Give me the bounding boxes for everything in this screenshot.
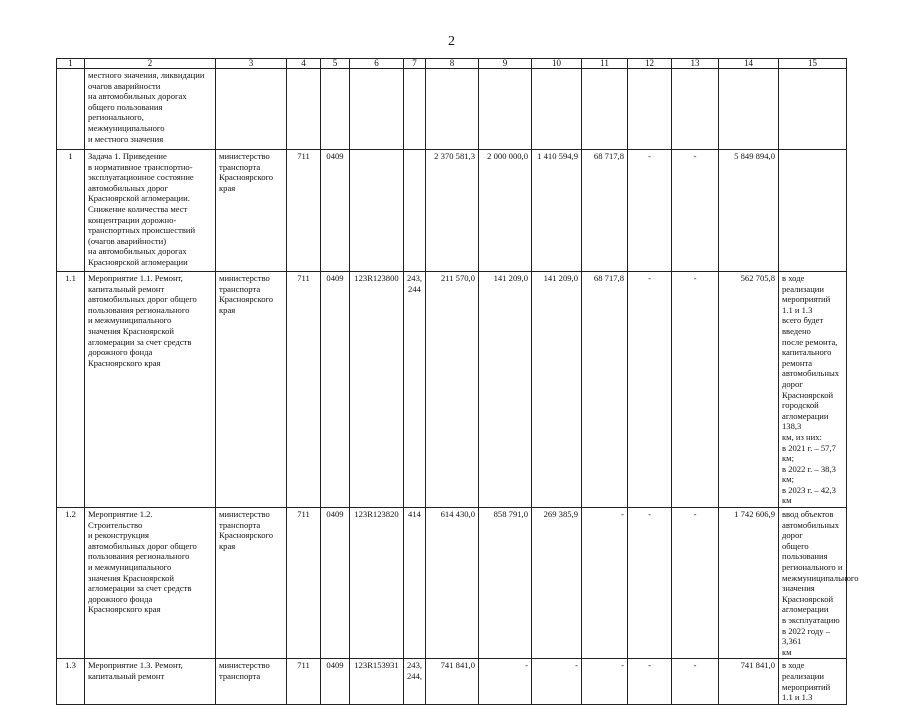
- column-header: 15: [779, 59, 847, 69]
- table-cell: [57, 69, 85, 150]
- table-cell: 2 370 581,3: [426, 150, 479, 272]
- table-cell: 1: [57, 150, 85, 272]
- table-cell: [287, 69, 321, 150]
- table-row: [57, 659, 847, 704]
- table-cell: 562 705,8: [719, 272, 779, 508]
- table-cell: -: [672, 150, 719, 272]
- table-cell: 243, 244,: [404, 659, 426, 704]
- table-cell: -: [628, 272, 672, 508]
- table-cell: 711: [287, 659, 321, 704]
- table-cell: Мероприятие 1.3. Ремонт, капитальный ремонт: [85, 659, 216, 704]
- column-header: 13: [672, 59, 719, 69]
- table-cell: 123R153931: [350, 659, 404, 704]
- table-cell: министерство транспорта: [216, 659, 287, 704]
- table-row: [57, 150, 847, 272]
- table-cell: в ходе реализации мероприятий 1.1 и 1.3: [779, 659, 847, 704]
- table-cell: Задача 1. Приведение в нормативное транспортно- эксплуатационное состояние автомобильных дорог Красноярской агломерации. Снижение количества мест концентрации дорожно- транспортных происшествий (очагов аварийности) на автомобильных дорогах Красноярской агломерации: [85, 150, 216, 272]
- column-header: 8: [426, 59, 479, 69]
- table-cell: 123R123820: [350, 508, 404, 659]
- table-cell: -: [582, 659, 628, 704]
- table-cell: 123R123800: [350, 272, 404, 508]
- table-cell: Мероприятие 1.2. Строительство и реконструкция автомобильных дорог общего пользования регионального и межмуниципального значения Красноярской агломерации за счет средств дорожного фонда Красноярского края: [85, 508, 216, 659]
- header-row: [57, 59, 847, 69]
- table-cell: [779, 150, 847, 272]
- table-cell: 68 717,8: [582, 150, 628, 272]
- column-header: 2: [85, 59, 216, 69]
- table-cell: [582, 69, 628, 150]
- table-cell: -: [672, 659, 719, 704]
- table-cell: 141 209,0: [479, 272, 532, 508]
- table-cell: 1.1: [57, 272, 85, 508]
- column-header: 7: [404, 59, 426, 69]
- column-header: 3: [216, 59, 287, 69]
- table-cell: 141 209,0: [532, 272, 582, 508]
- table-cell: -: [532, 659, 582, 704]
- table-cell: 2 000 000,0: [479, 150, 532, 272]
- table-cell: [719, 69, 779, 150]
- table-cell: [350, 69, 404, 150]
- table-cell: 414: [404, 508, 426, 659]
- table-cell: 68 717,8: [582, 272, 628, 508]
- table-cell: 1 742 606,9: [719, 508, 779, 659]
- table-cell: [532, 69, 582, 150]
- column-header: 11: [582, 59, 628, 69]
- table-cell: [321, 69, 350, 150]
- column-header: 5: [321, 59, 350, 69]
- column-header: 4: [287, 59, 321, 69]
- table-cell: 741 841,0: [719, 659, 779, 704]
- table-cell: ввод объектов автомобильных дорог общего пользования регионального и межмуниципального значения Красноярской агломерации в эксплуатацию в 2022 году – 3,361 км: [779, 508, 847, 659]
- table-cell: -: [628, 659, 672, 704]
- table-cell: министерство транспорта Красноярского края: [216, 272, 287, 508]
- table-cell: [426, 69, 479, 150]
- table-cell: [779, 69, 847, 150]
- page-number: 2: [448, 34, 455, 49]
- table-cell: 269 385,9: [532, 508, 582, 659]
- column-header: 9: [479, 59, 532, 69]
- program-table: [56, 58, 859, 705]
- table-cell: 0409: [321, 272, 350, 508]
- table-cell: местного значения, ликвидации очагов аварийности на автомобильных дорогах общего пользования регионального, межмуниципального и местного значения: [85, 69, 216, 150]
- table-cell: министерство транспорта Красноярского края: [216, 150, 287, 272]
- table-cell: [216, 69, 287, 150]
- table-cell: [404, 150, 426, 272]
- table-cell: 0409: [321, 150, 350, 272]
- table-cell: 1.2: [57, 508, 85, 659]
- table-cell: -: [479, 659, 532, 704]
- table-cell: 243, 244: [404, 272, 426, 508]
- table-cell: министерство транспорта Красноярского края: [216, 508, 287, 659]
- table-cell: 211 570,0: [426, 272, 479, 508]
- table-cell: -: [672, 272, 719, 508]
- table-cell: 711: [287, 508, 321, 659]
- column-header: 10: [532, 59, 582, 69]
- column-header: 1: [57, 59, 85, 69]
- table-cell: [350, 150, 404, 272]
- table-cell: 711: [287, 150, 321, 272]
- table-cell: 614 430,0: [426, 508, 479, 659]
- table-cell: 5 849 894,0: [719, 150, 779, 272]
- table-row: [57, 508, 847, 659]
- table-cell: 0409: [321, 659, 350, 704]
- table-cell: 1 410 594,9: [532, 150, 582, 272]
- table-cell: -: [628, 508, 672, 659]
- table-cell: 741 841,0: [426, 659, 479, 704]
- table-cell: в ходе реализации мероприятий 1.1 и 1.3 всего будет введено после ремонта, капитального ремонта автомобильных дорог Красноярской городской агломерации 138,3 км, из них: в 2021 г. – 57,7 км; в 2022 г. – 38,3 км; в 2023 г. – 42,3 км: [779, 272, 847, 508]
- table-row: [57, 69, 847, 150]
- table-cell: [628, 69, 672, 150]
- column-header: 12: [628, 59, 672, 69]
- table-cell: 711: [287, 272, 321, 508]
- table-cell: Мероприятие 1.1. Ремонт, капитальный ремонт автомобильных дорог общего пользования регионального и межмуниципального значения Красноярской агломерации за счет средств дорожного фонда Красноярского края: [85, 272, 216, 508]
- column-header: 14: [719, 59, 779, 69]
- table-cell: -: [628, 150, 672, 272]
- table-cell: -: [582, 508, 628, 659]
- table-cell: [672, 69, 719, 150]
- column-header: 6: [350, 59, 404, 69]
- table-cell: [479, 69, 532, 150]
- table-cell: [404, 69, 426, 150]
- table-cell: 1.3: [57, 659, 85, 704]
- table-cell: -: [672, 508, 719, 659]
- table-cell: 858 791,0: [479, 508, 532, 659]
- table-row: [57, 272, 847, 508]
- table-cell: 0409: [321, 508, 350, 659]
